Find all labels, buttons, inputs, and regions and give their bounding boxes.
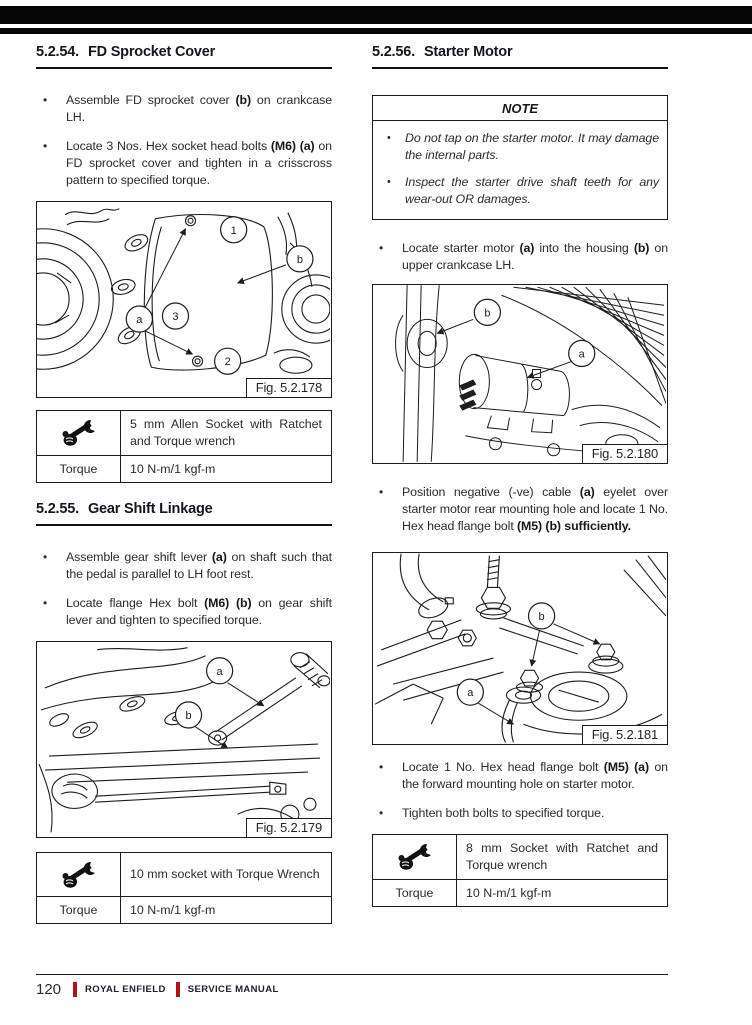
bullet-item — [372, 759, 668, 793]
torque-value: 10 N-m/1 kgf-m — [130, 462, 216, 476]
tool-description: 5 mm Allen Socket with Ratchet and Torque wrench — [121, 411, 331, 456]
tool-description: 8 mm Socket with Ratchet and Torque wrench — [457, 835, 667, 880]
figure-callouts — [175, 658, 232, 728]
note-bullet-text: Inspect the starter drive shaft teeth for any wear-out OR damages. — [405, 175, 659, 206]
tool-icon-cell — [37, 411, 121, 456]
column-left — [36, 44, 332, 924]
section-title: FD Sprocket Cover — [87, 44, 216, 60]
section-number: 5.2.55. — [36, 501, 79, 517]
callout-label: a — [216, 665, 223, 678]
bullet-list-5254 — [36, 92, 332, 189]
note-bullet — [377, 174, 659, 208]
figure-caption: Fig. 5.2.178 — [246, 378, 332, 398]
note-box — [372, 95, 668, 220]
section-heading-5256 — [372, 44, 668, 69]
section-heading-5254 — [36, 44, 332, 69]
bullet-marker: • — [43, 550, 48, 564]
torque-value: 10 N-m/1 kgf-m — [466, 886, 552, 900]
bullet-item — [372, 805, 668, 822]
footer-rule — [36, 974, 668, 975]
footer-separator-bar — [176, 982, 180, 997]
figure-5-2-181 — [372, 552, 668, 745]
bullet-marker: • — [379, 760, 384, 774]
torque-table-5254 — [36, 410, 332, 483]
column-right — [372, 44, 668, 907]
callout-label: 1 — [230, 224, 237, 237]
bullet-item — [372, 484, 668, 535]
bullet-list-after-fig181 — [372, 759, 668, 822]
torque-label: Torque — [37, 897, 121, 923]
section-heading-5255 — [36, 501, 332, 526]
bullet-item — [36, 595, 332, 629]
note-title: NOTE — [373, 96, 667, 121]
callout-label: a — [578, 348, 585, 361]
bullet-text: Locate flange Hex bolt (M6) (b) on gear shift lever and tighten to specified torque. — [66, 596, 332, 627]
bullet-item — [372, 240, 668, 274]
tool-description: 10 mm socket with Torque Wrench — [121, 853, 331, 897]
section-number: 5.2.56. — [372, 44, 415, 60]
footer-manual-text: SERVICE MANUAL — [187, 984, 279, 995]
section-number: 5.2.54. — [36, 44, 79, 60]
bullet-text: Locate starter motor (a) into the housing (b) on upper crankcase LH. — [402, 241, 669, 272]
callout-label: a — [136, 314, 143, 327]
figure-5-2-178 — [36, 201, 332, 398]
callout-label: b — [538, 610, 545, 623]
torque-value: 10 N-m/1 kgf-m — [130, 903, 216, 917]
tool-icon-cell — [373, 835, 457, 880]
figure-callouts — [474, 299, 594, 366]
bullet-marker: • — [379, 241, 384, 255]
starter-motor-diagram — [373, 285, 666, 462]
bullet-marker: • — [379, 806, 384, 820]
footer-separator-bar — [73, 982, 77, 997]
bullet-marker: • — [43, 139, 48, 153]
footer — [36, 981, 289, 998]
wrench-hand-icon — [396, 842, 434, 872]
callout-label: b — [185, 709, 192, 722]
torque-label: Torque — [37, 456, 121, 482]
torque-table-5256 — [372, 834, 668, 907]
section-title: Starter Motor — [423, 44, 513, 60]
tool-icon-cell — [37, 853, 121, 897]
note-bullet-text: Do not tap on the starter motor. It may damage the internal parts. — [405, 131, 659, 162]
gear-shift-linkage-diagram — [37, 642, 330, 836]
callout-label: a — [467, 687, 474, 700]
fd-sprocket-cover-diagram — [37, 202, 330, 396]
bullet-text: Assemble FD sprocket cover (b) on crankcase LH. — [66, 93, 332, 124]
bullet-text: Assemble gear shift lever (a) on shaft such that the pedal is parallel to LH foot rest. — [66, 550, 332, 581]
top-bar-thick — [0, 6, 752, 24]
footer-brand-text: ROYAL ENFIELD — [85, 984, 166, 995]
figure-caption: Fig. 5.2.179 — [246, 818, 332, 838]
note-body — [373, 121, 667, 219]
note-bullet — [377, 130, 659, 164]
figure-caption: Fig. 5.2.181 — [582, 725, 668, 745]
figure-5-2-179 — [36, 641, 332, 838]
bullet-text: Tighten both bolts to specified torque. — [402, 806, 605, 820]
top-bar-thin — [0, 28, 752, 34]
starter-motor-bolts-diagram — [373, 553, 666, 743]
wrench-hand-icon — [60, 418, 98, 448]
figure-5-2-180 — [372, 284, 668, 464]
callout-label: b — [296, 253, 303, 266]
torque-label: Torque — [373, 880, 457, 906]
section-title: Gear Shift Linkage — [87, 501, 213, 517]
wrench-hand-icon — [60, 860, 98, 890]
bullet-item — [36, 549, 332, 583]
bullet-text: Position negative (-ve) cable (a) eyelet over starter motor rear mounting hole and locate 1 No. Hex head flange bolt (M5) (b) sufficiently. — [402, 485, 668, 533]
bullet-item — [36, 138, 332, 189]
bullet-list-5255 — [36, 549, 332, 629]
bullet-item — [36, 92, 332, 126]
callout-label: b — [484, 307, 491, 320]
page-number: 120 — [36, 981, 62, 998]
bullet-marker: • — [387, 132, 391, 144]
callout-label: 3 — [172, 311, 179, 324]
figure-caption: Fig. 5.2.180 — [582, 444, 668, 464]
bullet-text: Locate 3 Nos. Hex socket head bolts (M6) (a) on FD sprocket cover and tighten in a crisscross pattern to specified torque. — [66, 139, 332, 187]
bullet-marker: • — [379, 485, 384, 499]
bullet-marker: • — [43, 596, 48, 610]
bullet-marker: • — [43, 93, 48, 107]
callout-label: 2 — [224, 356, 231, 369]
bullet-marker: • — [387, 176, 391, 188]
torque-table-5255 — [36, 852, 332, 924]
bullet-text: Locate 1 No. Hex head flange bolt (M5) (a) on the forward mounting hole on starter motor. — [402, 760, 668, 791]
